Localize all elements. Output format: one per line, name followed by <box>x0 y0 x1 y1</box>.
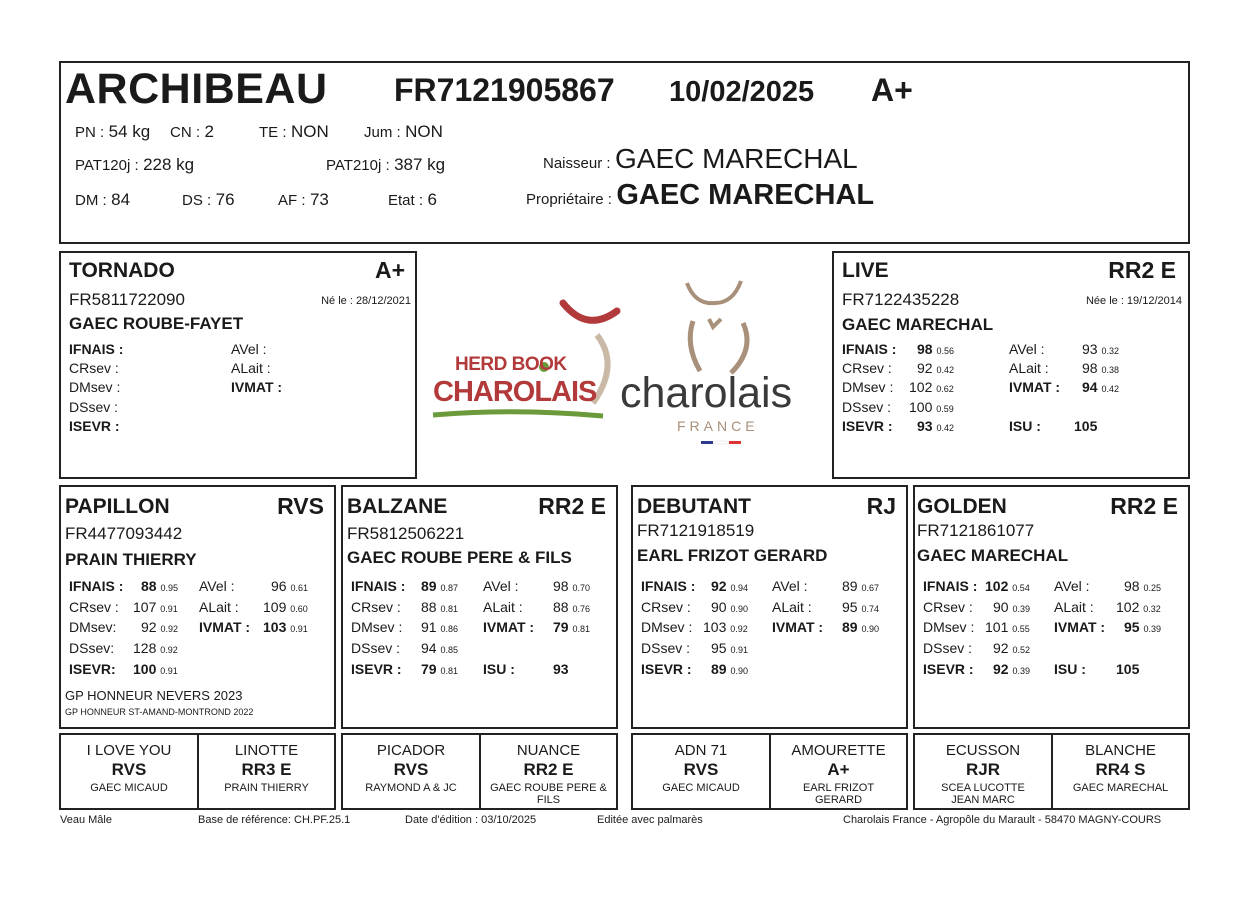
ancestor-grade: RVS <box>393 760 429 779</box>
gp-owner: PRAIN THIERRY <box>65 550 197 569</box>
gp-grade: RVS <box>277 493 324 519</box>
gp-alait: 88 0.76 <box>553 599 590 615</box>
gp-dssev: 94 0.85 <box>421 640 458 656</box>
af-value: 73 <box>309 190 329 209</box>
dam-dmsev-label: DMsev : <box>842 379 894 395</box>
dam-dmsev: 102 0.62 <box>909 379 954 395</box>
dam-isu-label: ISU : <box>1009 418 1041 434</box>
gp-ivmat-label: IVMAT : <box>483 619 535 635</box>
gp-id: FR5812506221 <box>347 524 465 543</box>
ancestor-grade: RR3 E <box>241 760 292 779</box>
footer-sex: Veau Mâle <box>60 814 112 826</box>
ancestor-pair-4 <box>913 733 1190 810</box>
sire-owner: GAEC ROUBE-FAYET <box>69 314 244 333</box>
etat-label: Etat : <box>388 192 424 209</box>
ancestor-grade: RR4 S <box>1095 760 1146 779</box>
ancestor-pair-2 <box>341 733 618 810</box>
gp-dmsev-label: DMsev : <box>641 619 693 635</box>
dam-avel-label: AVel : <box>1009 341 1045 357</box>
sire-dssev-label: DSsev : <box>69 399 119 415</box>
gp-alait-label: ALait : <box>199 599 239 615</box>
sire-name: TORNADO <box>69 259 175 282</box>
gp-avel-label: AVel : <box>483 578 519 594</box>
gp-ivmat-label: IVMAT : <box>199 619 251 635</box>
gp-ivmat-label: IVMAT : <box>772 619 824 635</box>
sire-dmsev-label: DMsev : <box>69 379 121 395</box>
gp-palmares-2: GP HONNEUR ST-AMAND-MONTROND 2022 <box>65 707 254 717</box>
dam-grade: RR2 E <box>1108 257 1176 283</box>
gp-owner: GAEC ROUBE PERE & FILS <box>347 548 572 567</box>
sire-crsev-label: CRsev : <box>69 360 119 376</box>
gp-ivmat-label: IVMAT : <box>1054 619 1106 635</box>
gp-dmsev-label: DMsev : <box>351 619 403 635</box>
charolais-cheek-right-icon <box>731 323 747 373</box>
charolais-text: charolais <box>620 369 793 417</box>
gp-ifnais: 102 0.54 <box>985 578 1030 594</box>
grandparent-card-golden <box>913 485 1190 729</box>
gp-alait: 109 0.60 <box>263 599 308 615</box>
ancestor-name: ECUSSON <box>945 742 1021 759</box>
gp-crsev-label: CRsev : <box>923 599 973 615</box>
etat-field <box>388 190 437 210</box>
gp-isevr-label: ISEVR : <box>351 661 402 677</box>
dam-card <box>832 251 1190 479</box>
gp-crsev: 90 0.39 <box>993 599 1030 615</box>
ancestor-name: NUANCE <box>516 742 581 759</box>
gp-ifnais-label: IFNAIS : <box>69 578 124 594</box>
ds-value: 76 <box>215 190 235 209</box>
gp-isu-label: ISU : <box>483 661 515 677</box>
grandparent-card-papillon <box>59 485 336 729</box>
pn-field <box>75 122 150 142</box>
gp-dmsev: 91 0.86 <box>421 619 458 635</box>
dam-dssev: 100 0.59 <box>909 399 954 415</box>
naisseur-value: GAEC MARECHAL <box>614 143 858 174</box>
ancestor-owner: PRAIN THIERRY <box>224 782 309 794</box>
gp-isevr: 92 0.39 <box>993 661 1030 677</box>
jum-value: NON <box>405 122 443 141</box>
gp-avel-label: AVel : <box>1054 578 1090 594</box>
gp-avel: 98 0.25 <box>1124 578 1161 594</box>
dam-avel: 93 0.32 <box>1082 341 1119 357</box>
gp-isevr-label: ISEVR: <box>69 661 116 677</box>
ancestor-owner: SCEA LUCOTTE JEAN MARC <box>941 782 1025 806</box>
ancestor-name: PICADOR <box>376 742 446 759</box>
ancestor-grade: RVS <box>111 760 147 779</box>
gp-crsev-label: CRsev : <box>351 599 401 615</box>
gp-isevr-label: ISEVR : <box>641 661 692 677</box>
gp-dssev-label: DSsev : <box>923 640 973 656</box>
gp-palmares-1: GP HONNEUR NEVERS 2023 <box>65 688 243 703</box>
naisseur-label: Naisseur : <box>543 155 611 172</box>
ancestor-pair-1 <box>59 733 336 810</box>
proprietaire-value: GAEC MARECHAL <box>616 179 875 211</box>
gp-isevr: 89 0.90 <box>711 661 748 677</box>
charolais-horns-icon <box>687 281 741 303</box>
dm-field <box>75 190 130 210</box>
ancestor-box <box>771 735 906 808</box>
gp-ifnais-label: IFNAIS : <box>351 578 406 594</box>
gp-name: BALZANE <box>347 495 448 518</box>
gp-isevr-label: ISEVR : <box>923 661 974 677</box>
gp-ifnais-label: IFNAIS : <box>641 578 696 594</box>
gp-crsev: 107 0.91 <box>133 599 178 615</box>
jum-label: Jum : <box>364 124 401 141</box>
ancestor-pair-3 <box>631 733 908 810</box>
gp-id: FR7121861077 <box>917 521 1035 540</box>
france-text: FRANCE <box>677 418 759 434</box>
dm-label: DM : <box>75 192 107 209</box>
etat-value: 6 <box>427 190 437 209</box>
dam-name: LIVE <box>842 259 889 282</box>
naisseur-field <box>543 143 858 175</box>
dam-ifnais-label: IFNAIS : <box>842 341 897 357</box>
gp-crsev-label: CRsev : <box>69 599 119 615</box>
gp-dmsev-label: DMsev : <box>923 619 975 635</box>
gp-dmsev-label: DMsev: <box>69 619 117 635</box>
ancestor-owner: GAEC MICAUD <box>662 782 740 794</box>
dam-crsev: 92 0.42 <box>917 360 954 376</box>
gp-ivmat: 89 0.90 <box>842 619 879 635</box>
sire-grade: A+ <box>374 257 405 283</box>
flag-blue-icon <box>701 441 713 444</box>
animal-date: 10/02/2025 <box>669 76 815 108</box>
dam-alait-label: ALait : <box>1009 360 1049 376</box>
herdbook-text-bottom: CHAROLAIS <box>433 376 597 408</box>
gp-name: GOLDEN <box>917 495 1007 518</box>
gp-owner: GAEC MARECHAL <box>917 546 1069 565</box>
ds-label: DS : <box>182 192 212 209</box>
dam-isevr-label: ISEVR : <box>842 418 893 434</box>
gp-alait-label: ALait : <box>483 599 523 615</box>
gp-ivmat: 103 0.91 <box>263 619 308 635</box>
gp-isevr: 79 0.81 <box>421 661 458 677</box>
ancestor-name: BLANCHE <box>1085 742 1156 759</box>
ancestor-owner: GAEC MICAUD <box>90 782 168 794</box>
gp-id: FR4477093442 <box>65 524 183 543</box>
ancestor-box <box>1053 735 1188 808</box>
ancestor-box <box>199 735 334 808</box>
gp-alait: 102 0.32 <box>1116 599 1161 615</box>
dam-dssev-label: DSsev : <box>842 399 892 415</box>
gp-grade: RR2 E <box>538 493 606 519</box>
grandparent-card-debutant <box>631 485 908 729</box>
gp-dssev-label: DSsev : <box>641 640 691 656</box>
ancestor-owner: EARL FRIZOT GERARD <box>802 782 875 806</box>
pat210-field <box>326 155 445 175</box>
proprietaire-label: Propriétaire : <box>526 191 612 208</box>
gp-isu: 105 <box>1116 661 1140 677</box>
gp-dmsev: 101 0.55 <box>985 619 1030 635</box>
gp-crsev: 88 0.81 <box>421 599 458 615</box>
gp-ivmat: 95 0.39 <box>1124 619 1161 635</box>
herdbook-horns-icon <box>563 303 617 320</box>
ancestor-name: AMOURETTE <box>791 742 886 759</box>
gp-isu-label: ISU : <box>1054 661 1086 677</box>
pat120-label: PAT120j : <box>75 157 139 174</box>
gp-crsev-label: CRsev : <box>641 599 691 615</box>
dam-isu: 105 <box>1074 418 1098 434</box>
ds-field <box>182 190 235 210</box>
herdbook-underline-icon <box>433 412 603 416</box>
gp-ifnais: 89 0.87 <box>421 578 458 594</box>
gp-dmsev: 92 0.92 <box>141 619 178 635</box>
ancestor-box <box>915 735 1053 808</box>
gp-dssev-label: DSsev : <box>351 640 401 656</box>
gp-ifnais: 92 0.94 <box>711 578 748 594</box>
sire-alait-label: ALait : <box>231 360 271 376</box>
animal-name: ARCHIBEAU <box>65 65 328 113</box>
cn-label: CN : <box>170 124 200 141</box>
gp-dssev: 95 0.91 <box>711 640 748 656</box>
sire-ivmat-label: IVMAT : <box>231 379 283 395</box>
ancestor-owner: RAYMOND A & JC <box>365 782 457 794</box>
gp-avel-label: AVel : <box>772 578 808 594</box>
ancestor-owner: GAEC MARECHAL <box>1072 782 1169 794</box>
ancestor-name: ADN 71 <box>674 742 728 759</box>
ancestor-box <box>343 735 481 808</box>
sire-birthdate: Né le : 28/12/2021 <box>321 295 411 307</box>
ancestor-grade: RVS <box>683 760 719 779</box>
ancestor-name: LINOTTE <box>234 742 299 759</box>
dam-isevr: 93 0.42 <box>917 418 954 434</box>
proprietaire-field <box>526 179 874 212</box>
gp-isevr: 100 0.91 <box>133 661 178 677</box>
sire-isevr-label: ISEVR : <box>69 418 120 434</box>
pat210-label: PAT210j : <box>326 157 390 174</box>
ancestor-name: I LOVE YOU <box>86 742 172 759</box>
gp-id: FR7121918519 <box>637 521 755 540</box>
animal-grade: A+ <box>871 72 913 108</box>
te-label: TE : <box>259 124 287 141</box>
gp-alait: 95 0.74 <box>842 599 879 615</box>
charolais-nose-icon <box>709 319 721 327</box>
dam-id: FR7122435228 <box>842 290 960 309</box>
ancestor-box <box>481 735 616 808</box>
te-field <box>259 122 329 142</box>
dam-ivmat: 94 0.42 <box>1082 379 1119 395</box>
gp-alait-label: ALait : <box>1054 599 1094 615</box>
footer-base: Base de référence: CH.PF.25.1 <box>198 814 351 826</box>
gp-ifnais-label: IFNAIS : <box>923 578 978 594</box>
gp-crsev: 90 0.90 <box>711 599 748 615</box>
sire-avel-label: AVel : <box>231 341 267 357</box>
ancestor-owner: GAEC ROUBE PERE & FILS <box>490 782 607 806</box>
ancestor-box <box>633 735 771 808</box>
ancestor-grade: A+ <box>827 760 850 779</box>
animal-id: FR7121905867 <box>394 72 615 108</box>
gp-dmsev: 103 0.92 <box>703 619 748 635</box>
animal-header <box>59 61 1190 244</box>
jum-field <box>364 122 443 142</box>
herdbook-text-top: HERD BOOK <box>455 354 567 375</box>
gp-ifnais: 88 0.95 <box>141 578 178 594</box>
footer-palmares: Editée avec palmarès <box>597 814 703 826</box>
flag-red-icon <box>729 441 741 444</box>
pn-value: 54 kg <box>108 122 151 141</box>
af-field <box>278 190 329 210</box>
cn-field <box>170 122 214 142</box>
gp-name: DEBUTANT <box>637 495 751 518</box>
sire-ifnais-label: IFNAIS : <box>69 341 124 357</box>
gp-owner: EARL FRIZOT GERARD <box>637 546 828 565</box>
ancestor-box <box>61 735 199 808</box>
dm-value: 84 <box>111 190 131 209</box>
ancestor-grade: RR2 E <box>523 760 574 779</box>
gp-ivmat: 79 0.81 <box>553 619 590 635</box>
gp-avel-label: AVel : <box>199 578 235 594</box>
gp-dssev: 128 0.92 <box>133 640 178 656</box>
pn-label: PN : <box>75 124 105 141</box>
gp-dssev: 92 0.52 <box>993 640 1030 656</box>
dam-owner: GAEC MARECHAL <box>842 315 994 334</box>
gp-grade: RJ <box>866 493 896 519</box>
dam-ivmat-label: IVMAT : <box>1009 379 1061 395</box>
grandparent-card-balzane <box>341 485 618 729</box>
cn-value: 2 <box>204 122 214 141</box>
gp-avel: 89 0.67 <box>842 578 879 594</box>
gp-dssev-label: DSsev: <box>69 640 115 656</box>
gp-avel: 96 0.61 <box>271 578 308 594</box>
gp-isu: 93 <box>553 661 569 677</box>
gp-name: PAPILLON <box>65 495 170 518</box>
dam-crsev-label: CRsev : <box>842 360 892 376</box>
gp-avel: 98 0.70 <box>553 578 590 594</box>
te-value: NON <box>290 122 329 141</box>
charolais-cheek-left-icon <box>690 321 700 371</box>
pat210-value: 387 kg <box>394 155 446 174</box>
af-label: AF : <box>278 192 306 209</box>
dam-ifnais: 98 0.56 <box>917 341 954 357</box>
gp-alait-label: ALait : <box>772 599 812 615</box>
sire-id: FR5811722090 <box>69 290 185 309</box>
footer-edition-date: Date d'édition : 03/10/2025 <box>405 814 537 826</box>
sire-card <box>59 251 417 479</box>
logos-area <box>425 275 825 455</box>
ancestor-grade: RJR <box>965 760 1000 779</box>
footer-address: Charolais France - Agropôle du Marault - 58470 MAGNY-COURS <box>843 814 1162 826</box>
dam-birthdate: Née le : 19/12/2014 <box>1085 295 1182 307</box>
gp-grade: RR2 E <box>1110 493 1178 519</box>
dam-alait: 98 0.38 <box>1082 360 1119 376</box>
pat120-value: 228 kg <box>143 155 195 174</box>
pat120-field <box>75 155 194 175</box>
